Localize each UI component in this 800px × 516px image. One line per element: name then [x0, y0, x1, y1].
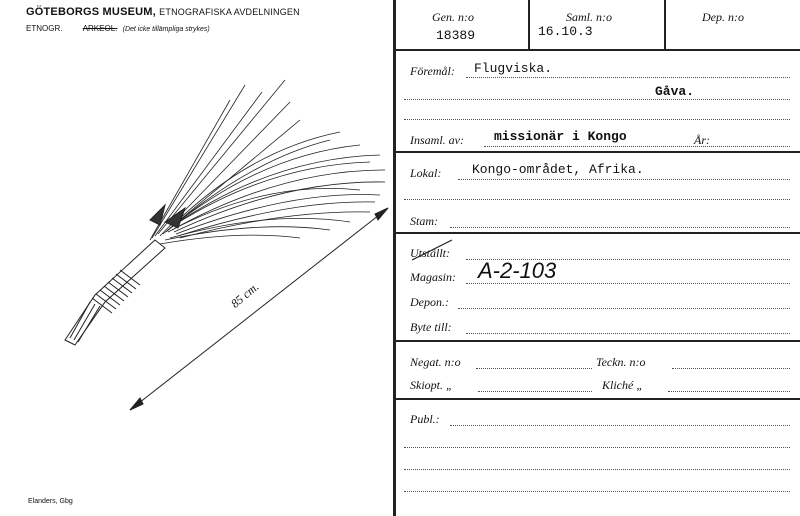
foremal-line-3: [404, 118, 790, 120]
publ-line-4: [404, 490, 790, 492]
insaml-value: missionär i Kongo: [494, 129, 627, 144]
saml-label: Saml. n:o: [566, 10, 612, 24]
magasin-label: Magasin:: [410, 270, 456, 284]
museum-name: GÖTEBORGS MUSEUM,: [26, 6, 156, 18]
saml-value: 16.10.3: [538, 24, 593, 39]
foremal-label: Föremål:: [410, 64, 455, 78]
category-line: [26, 24, 210, 33]
lokal-line: [458, 178, 790, 180]
lokal-value: Kongo-området, Afrika.: [472, 162, 644, 177]
stam-row-line: [395, 232, 800, 234]
whisk-tip-leaves: [150, 205, 185, 228]
whisk-fibers: [150, 80, 385, 244]
department-name: ETNOGRAFISKA AVDELNINGEN: [159, 7, 300, 17]
teckn-line: [672, 367, 790, 369]
publ-line-3: [404, 468, 790, 470]
negat-label: Negat. n:o: [410, 355, 461, 369]
publ-line-2: [404, 446, 790, 448]
insaml-label: Insaml. av:: [410, 133, 464, 147]
teckn-label: Teckn. n:o: [596, 355, 646, 369]
box-separator-1: [528, 0, 530, 50]
byte-label: Byte till:: [410, 320, 452, 334]
magasin-line: [466, 282, 790, 284]
skiopt-label: Skiopt. „: [410, 378, 453, 392]
lokal-label: Lokal:: [410, 166, 442, 180]
box-separator-2: [664, 0, 666, 50]
magasin-value: A-2-103: [478, 258, 557, 283]
insaml-row-line: [395, 151, 800, 153]
stam-label: Stam:: [410, 214, 438, 228]
gen-label: Gen. n:o: [432, 10, 474, 24]
kliche-label: Kliché „: [602, 378, 643, 392]
kliche-line: [668, 390, 790, 392]
skiopt-line: [478, 390, 592, 392]
category-etnogr: ETNOGR.: [26, 24, 63, 33]
gen-value: 18389: [436, 28, 476, 43]
foremal-value: Flugviska.: [474, 61, 553, 76]
depon-label: Depon.:: [410, 295, 449, 309]
publ-line: [450, 424, 790, 426]
museum-header: [26, 6, 300, 18]
skiopt-row-line: [395, 398, 800, 400]
negat-line: [476, 367, 592, 369]
fly-whisk-drawing: [0, 40, 392, 480]
insaml-line: [484, 145, 790, 147]
stam-line: [450, 226, 790, 228]
ar-label: År:: [694, 133, 710, 147]
depon-line: [458, 307, 790, 309]
dep-label: Dep. n:o: [702, 10, 744, 24]
gava-value: Gåva.: [655, 84, 695, 99]
publ-label: Publ.:: [410, 412, 440, 426]
foremal-line: [466, 76, 790, 78]
header-row-line: [395, 49, 800, 51]
measurement-label: 85 cm.: [228, 279, 262, 311]
lokal-line-2: [404, 198, 790, 200]
byte-row-line: [395, 340, 800, 342]
utstallt-strike: [408, 238, 458, 262]
category-note: (Det icke tillämpliga strykes): [122, 26, 210, 33]
whisk-handle: [65, 240, 165, 345]
category-arkeol-struck: ARKEOL.: [82, 24, 118, 33]
utstallt-label: Utställt:: [410, 246, 451, 260]
foremal-line-2: [404, 98, 790, 100]
card-divider: [393, 0, 396, 516]
printer-mark: Elanders, Gbg: [28, 498, 73, 505]
measurement-arrow: [130, 208, 388, 410]
byte-line: [466, 332, 790, 334]
